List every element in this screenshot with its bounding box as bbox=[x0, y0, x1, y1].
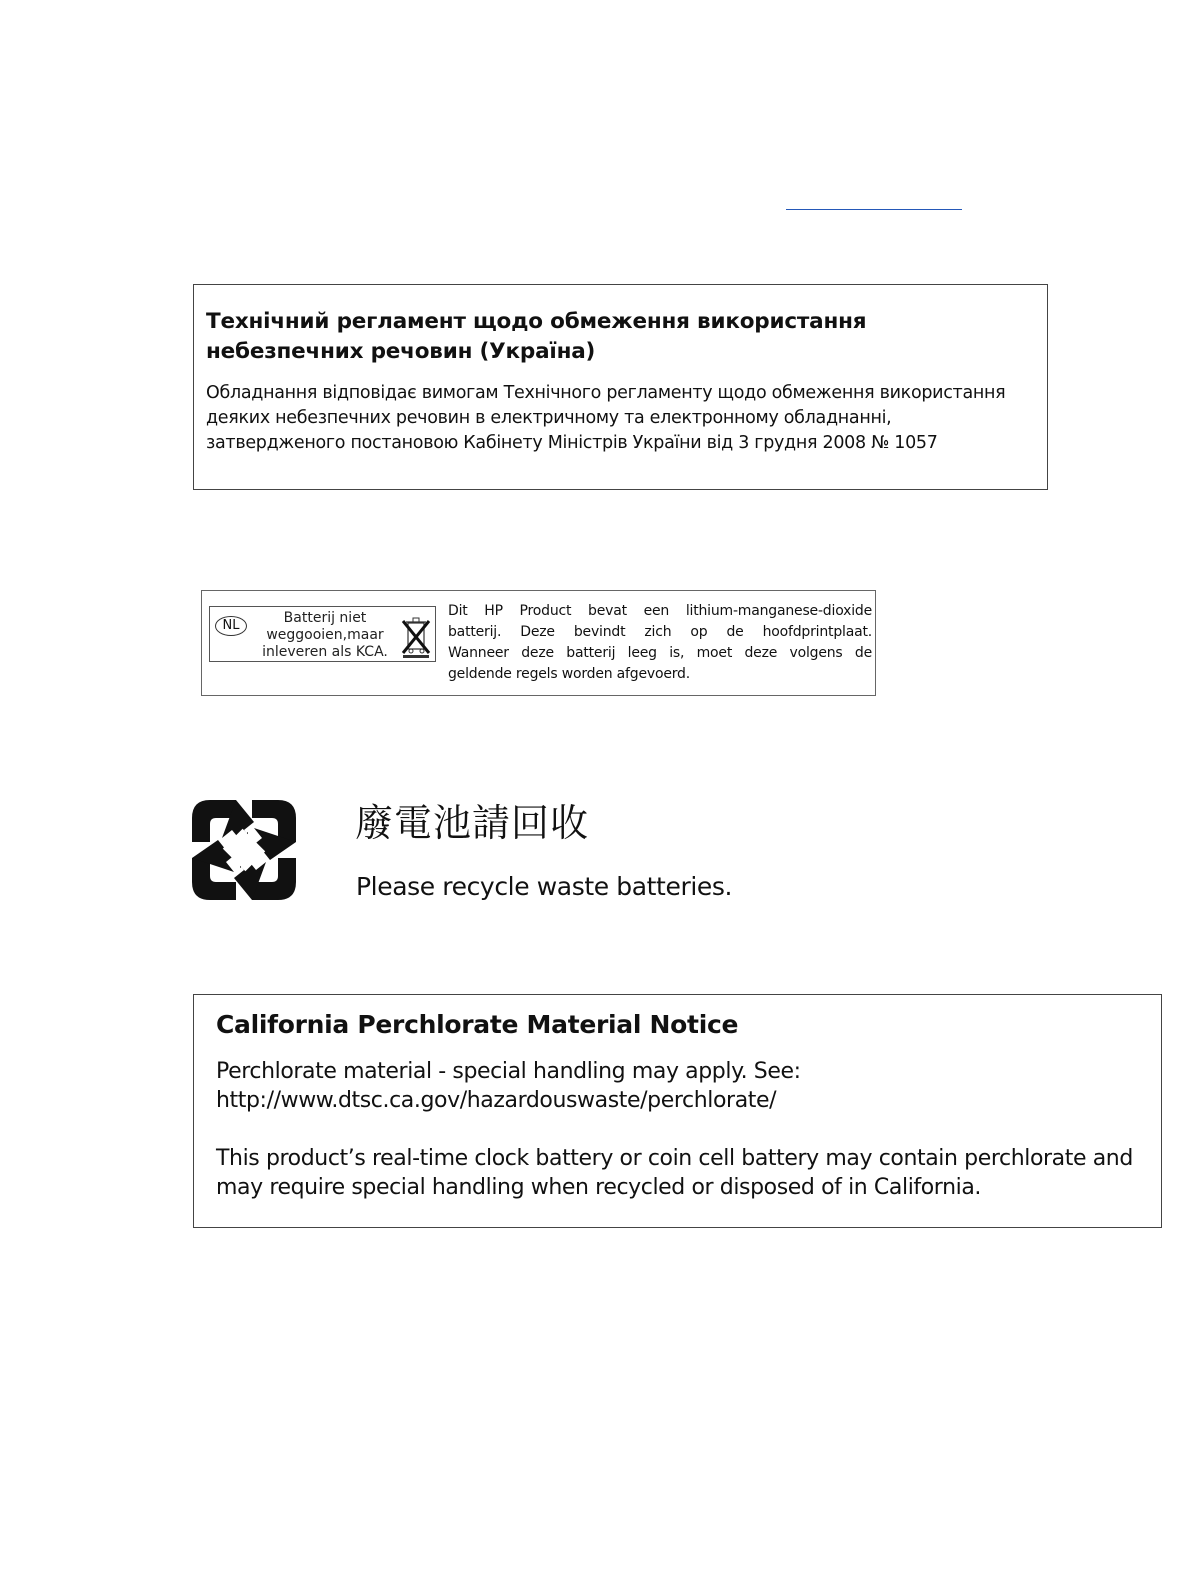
california-perchlorate-notice-box bbox=[193, 994, 1162, 1228]
ukraine-notice-title bbox=[206, 307, 1035, 367]
dutch-label-line-1: Batterij niet bbox=[283, 610, 367, 626]
ukraine-body-line-1: Обладнання відповідає вимогам Технічного регламенту щодо обмеження використання bbox=[206, 383, 1006, 403]
dutch-text-line-2: batterij. Deze bevindt zich op de hoofdprintplaat. bbox=[448, 624, 872, 640]
recycle-chinese-text: 廢電池請回收 bbox=[355, 801, 590, 845]
ukraine-title-line-2: небезпечних речовин (Україна) bbox=[206, 339, 596, 364]
california-para2-line-2: may require special handling when recycled or disposed of in California. bbox=[216, 1175, 981, 1200]
hyperlink-underline[interactable] bbox=[786, 209, 962, 210]
dutch-label-line-2: weggooien,maar bbox=[266, 627, 384, 643]
california-para2-line-1: This product’s real-time clock battery or coin cell battery may contain perchlorate and bbox=[216, 1146, 1133, 1171]
ukraine-body-line-3: затвердженого постановою Кабінету Міністрів України від 3 грудня 2008 № 1057 bbox=[206, 433, 938, 453]
dutch-text-line-4: geldende regels worden afgevoerd. bbox=[448, 666, 690, 682]
california-para1-line-1: Perchlorate material - special handling may apply. See: bbox=[216, 1059, 801, 1084]
dutch-battery-label bbox=[209, 606, 436, 662]
dutch-label-line-3: inleveren als KCA. bbox=[262, 644, 388, 660]
california-notice-title: California Perchlorate Material Notice bbox=[216, 1010, 739, 1039]
ukraine-title-line-1: Технічний регламент щодо обмеження використання bbox=[206, 309, 867, 334]
crossed-bin-icon bbox=[400, 613, 432, 659]
california-notice-body bbox=[216, 1057, 1139, 1202]
ukraine-body-line-2: деяких небезпечних речовин в електричному та електронному обладнанні, bbox=[206, 408, 892, 428]
dutch-battery-text bbox=[448, 601, 872, 685]
dutch-label-text bbox=[250, 610, 400, 661]
paragraph-spacer bbox=[216, 1115, 1139, 1144]
california-para1-line-2: http://www.dtsc.ca.gov/hazardouswaste/perchlorate/ bbox=[216, 1088, 777, 1113]
dutch-text-line-1: Dit HP Product bevat een lithium-manganese-dioxide bbox=[448, 603, 872, 619]
recycle-english-text: Please recycle waste batteries. bbox=[356, 872, 733, 901]
dutch-battery-notice-box bbox=[201, 590, 876, 696]
dutch-text-line-3: Wanneer deze batterij leeg is, moet deze volgens de bbox=[448, 645, 872, 661]
battery-recycle-icon bbox=[192, 800, 296, 900]
country-code-oval: NL bbox=[215, 616, 247, 636]
ukraine-notice-body bbox=[206, 381, 1035, 456]
ukraine-rohs-notice-box bbox=[193, 284, 1048, 490]
